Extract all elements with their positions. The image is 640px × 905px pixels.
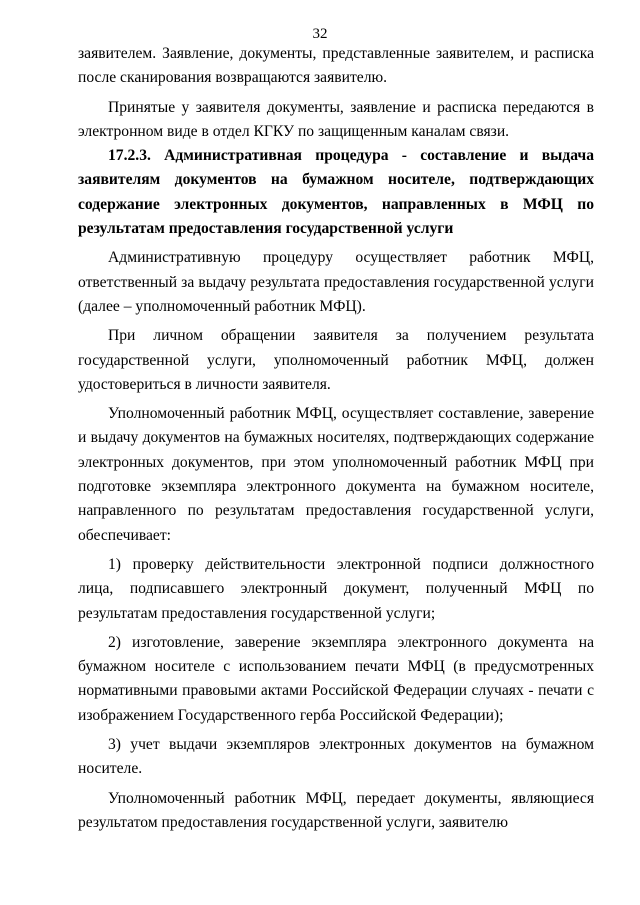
section-title: Административная процедура - составление и выдача заявителям документов на бумажном носителе, подтверждающих содержание электронных документов, направленных в МФЦ по результатам предоставления государственной услуги — [78, 147, 594, 238]
page-number: 32 — [312, 26, 328, 42]
paragraph-worker-duties: Уполномоченный работник МФЦ, осуществляет составление, заверение и выдачу документов на бумажных носителях, подтверждающих содержание электронных документов, при этом уполномоченный работник МФЦ при подготовке экземпляра электронного документа на бумажном носителе, направленного по результатам предоставления государственной услуги, обеспечивает: — [78, 405, 594, 544]
list-item-accounting: 3) учет выдачи экземпляров электронных документов на бумажном носителе. — [78, 736, 594, 778]
section-number: 17.2.3. — [108, 147, 151, 165]
section-heading — [78, 144, 594, 241]
paragraph-responsible-worker: Административную процедуру осуществляет работник МФЦ, ответственный за выдачу результата предоставления государственной услуги (далее – уполномоченный работник МФЦ). — [78, 249, 594, 315]
paragraph-identity-check: При личном обращении заявителя за получением результата государственной услуги, уполномоченный работник МФЦ, должен удостовериться в личности заявителя. — [78, 327, 594, 393]
list-item-certification: 2) изготовление, заверение экземпляра электронного документа на бумажном носителе с использованием печати МФЦ (в предусмотренных нормативными правовыми актами Российской Федерации случаях - печати с изображением Государственного герба Российской Федерации); — [78, 633, 594, 724]
list-item-signature-check: 1) проверку действительности электронной подписи должностного лица, подписавшего электронный документ, полученный МФЦ по результатам предоставления государственной услуги; — [78, 555, 594, 622]
paragraph-documents-transfer: Принятые у заявителя документы, заявление и расписка передаются в электронном виде в отдел КГКУ по защищенным каналам связи. — [78, 98, 594, 140]
paragraph-continuation: заявителем. Заявление, документы, представленные заявителем, и расписка после сканирования возвращаются заявителю. — [78, 45, 594, 87]
page-content — [78, 42, 594, 835]
paragraph-documents-handover: Уполномоченный работник МФЦ, передает документы, являющиеся результатом предоставления государственной услуги, заявителю — [78, 789, 594, 831]
